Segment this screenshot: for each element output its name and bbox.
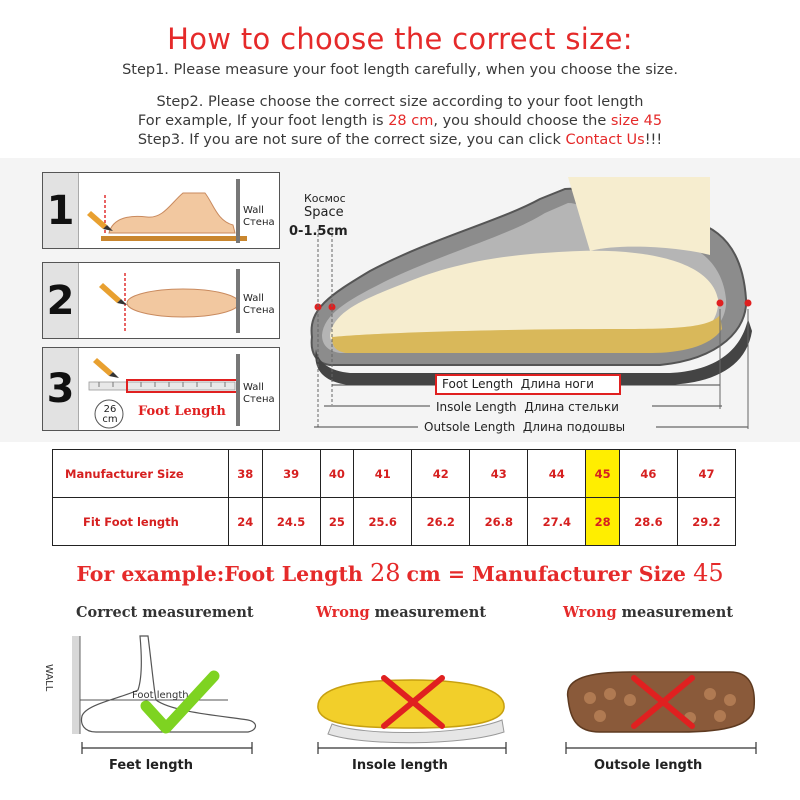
ruler-reading: 26 cm (102, 404, 118, 425)
feet-length-label: Feet length (109, 758, 194, 773)
step3-text (0, 132, 800, 148)
insole-length-caption: Insole Length Длина стельки (436, 400, 619, 414)
length-cell: 29.2 (677, 498, 735, 546)
cross-icon-insole (378, 672, 448, 732)
check-icon (140, 668, 220, 740)
size-cell: 47 (677, 450, 735, 498)
insole-length-label: Insole length (352, 758, 448, 773)
step3-wall-label: Wall Стена (243, 382, 275, 405)
foot-length-inline-label: Foot length (132, 690, 189, 701)
example-size: size 45 (610, 113, 663, 129)
step3-after: !!! (644, 132, 663, 148)
length-cell: 28.6 (619, 498, 677, 546)
step3-box (42, 347, 280, 431)
step1-wall (236, 179, 240, 243)
step2-wall-label: Wall Стена (243, 293, 275, 316)
page-title: How to choose the correct size: (167, 22, 633, 56)
wall-vertical-label: WALL (43, 664, 54, 692)
step1-text: Step1. Please measure your foot length carefully, when you choose the size. (122, 62, 678, 78)
correct-measurement-title: Correct measurement (76, 604, 254, 621)
example-banner: For example:Foot Length 28 cm = Manufacturer Size 45 (76, 559, 724, 587)
fit-foot-length-row (53, 498, 736, 546)
step3-foot-length-label: Foot Length (138, 404, 226, 419)
example-length: 28 cm (388, 113, 434, 129)
example-line (0, 113, 800, 129)
instructions-header (0, 0, 800, 158)
step3-before: Step3. If you are not sure of the correct size, you can click (137, 132, 566, 148)
shoe-cross-section (290, 159, 760, 441)
step1-box (42, 172, 280, 249)
size-cell: 41 (354, 450, 412, 498)
size-cell: 39 (262, 450, 320, 498)
size-chart-table (52, 449, 736, 546)
length-cell: 24.5 (262, 498, 320, 546)
step2-text: Step2. Please choose the correct size according to your foot length (156, 94, 644, 110)
manufacturer-size-row (53, 450, 736, 498)
wrong-outsole-title: Wrong measurement (563, 604, 734, 621)
size-cell: 38 (229, 450, 263, 498)
size-cell: 40 (320, 450, 354, 498)
outsole-length-label: Outsole length (594, 758, 703, 773)
length-cell-highlighted: 28 (586, 498, 620, 546)
size-cell: 43 (470, 450, 528, 498)
step1-number: 1 (43, 173, 79, 248)
length-cell: 25 (320, 498, 354, 546)
size-cell: 46 (619, 450, 677, 498)
wrong-insole-title: Wrong measurement (316, 604, 487, 621)
step3-wall (236, 354, 240, 426)
length-cell: 26.2 (412, 498, 470, 546)
outsole-length-caption: Outsole Length Длина подошвы (424, 420, 626, 434)
step2-number: 2 (43, 263, 79, 338)
size-cell-highlighted: 45 (586, 450, 620, 498)
size-cell: 44 (528, 450, 586, 498)
length-cell: 26.8 (470, 498, 528, 546)
contact-us-link[interactable]: Contact Us (565, 132, 645, 148)
space-label: Space (304, 205, 344, 220)
cross-icon-outsole (628, 672, 698, 732)
step3-number: 3 (43, 348, 79, 430)
fit-foot-length-header: Fit Foot length (53, 498, 229, 546)
step2-wall (236, 269, 240, 333)
manufacturer-size-header: Manufacturer Size (53, 450, 229, 498)
foot-length-caption: Foot Length Длина ноги (442, 377, 594, 391)
step1-wall-label: Wall Стена (243, 205, 275, 228)
size-cell: 42 (412, 450, 470, 498)
space-label-ru: Космос (304, 192, 346, 205)
space-range: 0-1.5cm (289, 224, 348, 239)
length-cell: 24 (229, 498, 263, 546)
example-before: For example, If your foot length is (137, 113, 389, 129)
example-middle: , you should choose the (433, 113, 611, 129)
length-cell: 27.4 (528, 498, 586, 546)
length-cell: 25.6 (354, 498, 412, 546)
step2-box (42, 262, 280, 339)
